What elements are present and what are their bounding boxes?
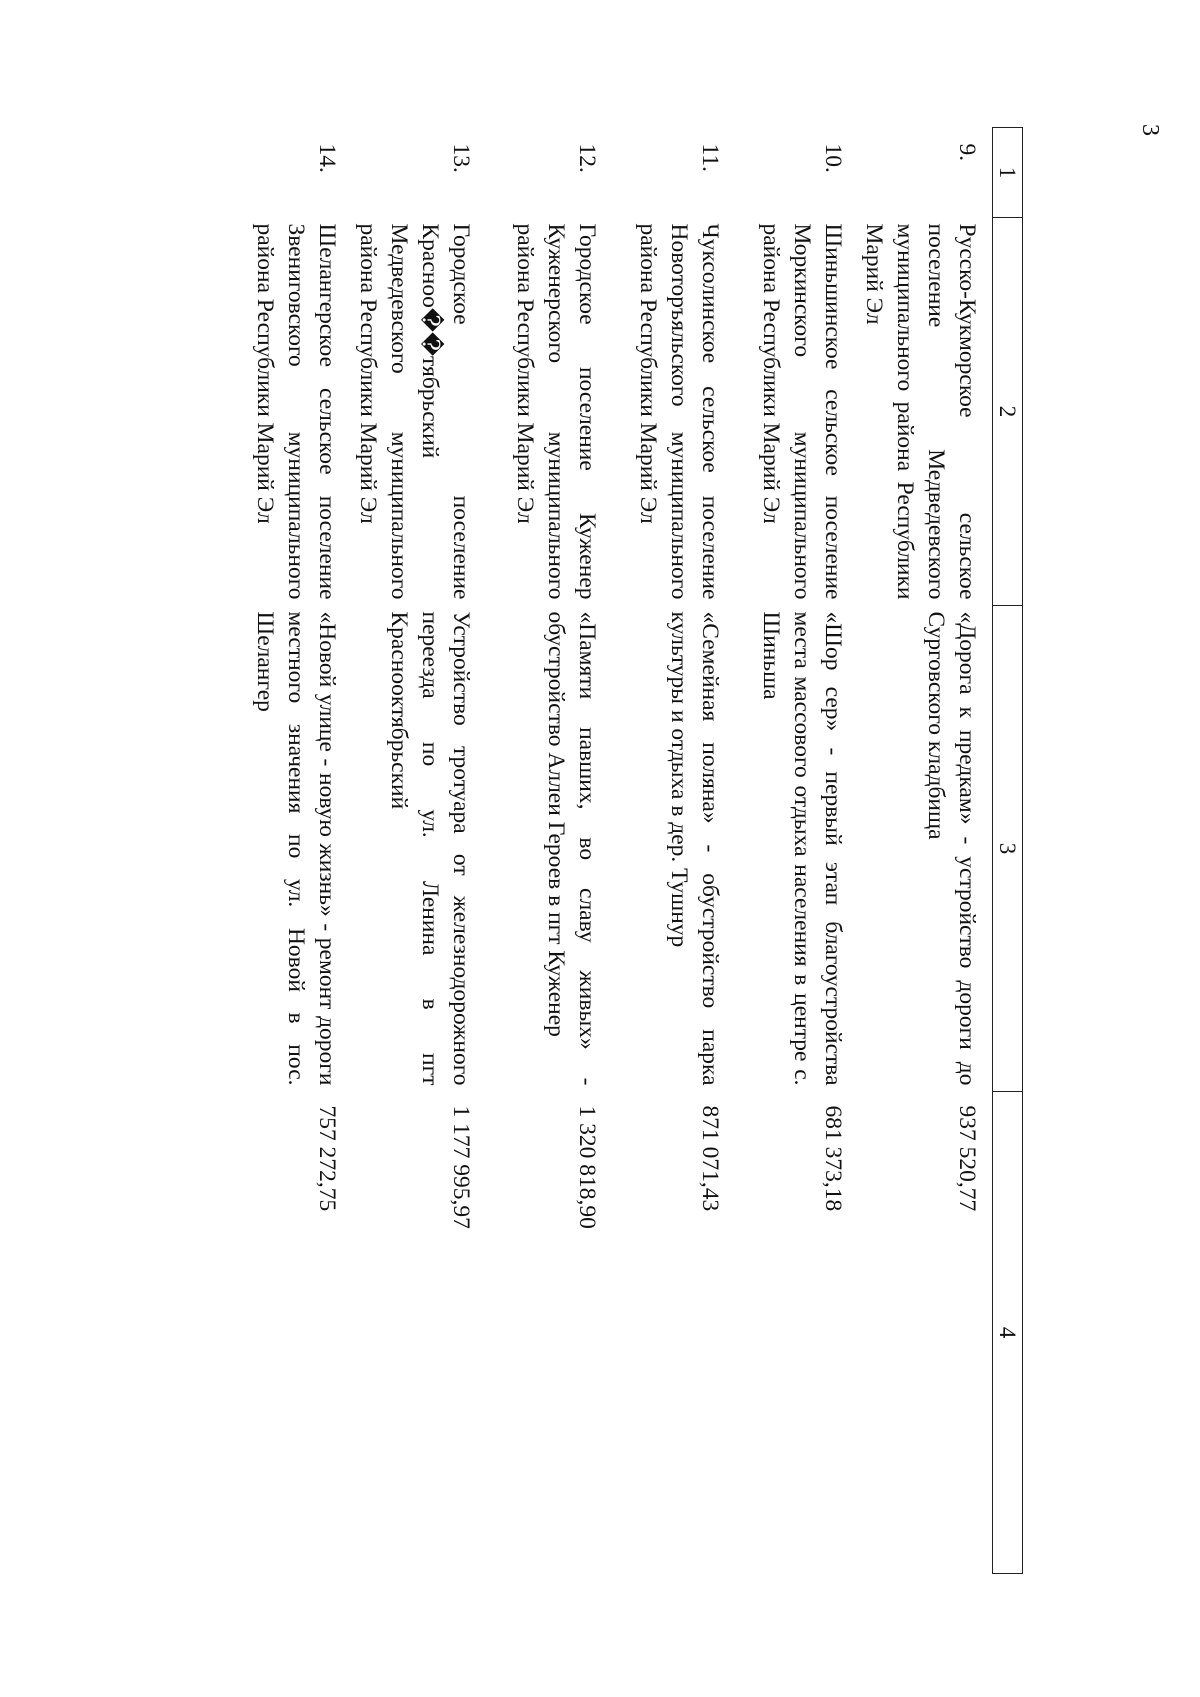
project-description: «Шор сер» - первый этап благоустройства места массового отдыха населения в центре с. Шиньша bbox=[758, 611, 846, 1086]
amount: 757 272,75 bbox=[314, 1105, 340, 1212]
table-header-row bbox=[993, 128, 1023, 1574]
table-row bbox=[232, 128, 352, 1574]
project-description: «Памяти павших, во славу живых» - обустройство Аллеи Героев в пгт Куженер bbox=[543, 611, 600, 1086]
amount: 937 520,77 bbox=[954, 1105, 980, 1212]
settlement-name: Русско-Кукморское сельское поселение Медведевского муниципального района Республики Марий Эл bbox=[861, 223, 980, 600]
page-number: 3 bbox=[1137, 124, 1163, 136]
row-number: 12. bbox=[574, 143, 600, 173]
rotated-table-container bbox=[0, 127, 1020, 1573]
table-row bbox=[612, 128, 735, 1574]
row-number: 13. bbox=[448, 143, 474, 173]
projects-table bbox=[232, 127, 1023, 1574]
settlement-name: Городское поселение Куженер Куженерского муниципального района Республики Марий Эл bbox=[512, 223, 600, 600]
row-number: 9. bbox=[954, 143, 980, 162]
settlement-name: Шелангерское сельское поселение Звениговского муниципального района Республики Марий Эл bbox=[252, 223, 340, 600]
table-row bbox=[486, 128, 612, 1574]
row-number: 14. bbox=[314, 143, 340, 173]
header-col-1: 1 bbox=[993, 128, 1023, 218]
table-row bbox=[352, 128, 486, 1574]
settlement-name: Чуксолинское сельское поселение Новоторъяльского муниципального района Республики Марий Эл bbox=[635, 223, 723, 600]
header-col-3: 3 bbox=[993, 606, 1023, 1092]
project-description: «Семейная поляна» - обустройство парка культуры и отдыха в дер. Тушнур bbox=[666, 611, 723, 1086]
table-row bbox=[735, 128, 858, 1574]
amount: 1 320 818,90 bbox=[574, 1105, 600, 1229]
project-description: Устройство тротуара от железнодорожного переезда по ул. Ленина в пгт Красноoктябрьский bbox=[386, 611, 474, 1086]
amount: 1 177 995,97 bbox=[448, 1105, 474, 1229]
settlement-name: Шиньшинское сельское поселение Моркинского муниципального района Республики Марий Эл bbox=[758, 223, 846, 600]
project-description: «Дорога к предкам» - устройство дороги до Сурговского кладбища bbox=[923, 611, 980, 1086]
table-row bbox=[858, 128, 993, 1574]
row-number: 11. bbox=[697, 143, 723, 173]
amount: 681 373,18 bbox=[820, 1105, 846, 1212]
project-description: «Новой улице - новую жизнь» - ремонт дороги местного значения по ул. Новой в пос. Шелангер bbox=[252, 611, 340, 1086]
header-col-2: 2 bbox=[993, 218, 1023, 606]
settlement-name: Городское поселение Красноо��тябрьский Медведевского муниципального района Республики Марий Эл bbox=[355, 223, 474, 600]
header-col-4: 4 bbox=[993, 1092, 1023, 1574]
amount: 871 071,43 bbox=[697, 1105, 723, 1212]
row-number: 10. bbox=[820, 143, 846, 173]
